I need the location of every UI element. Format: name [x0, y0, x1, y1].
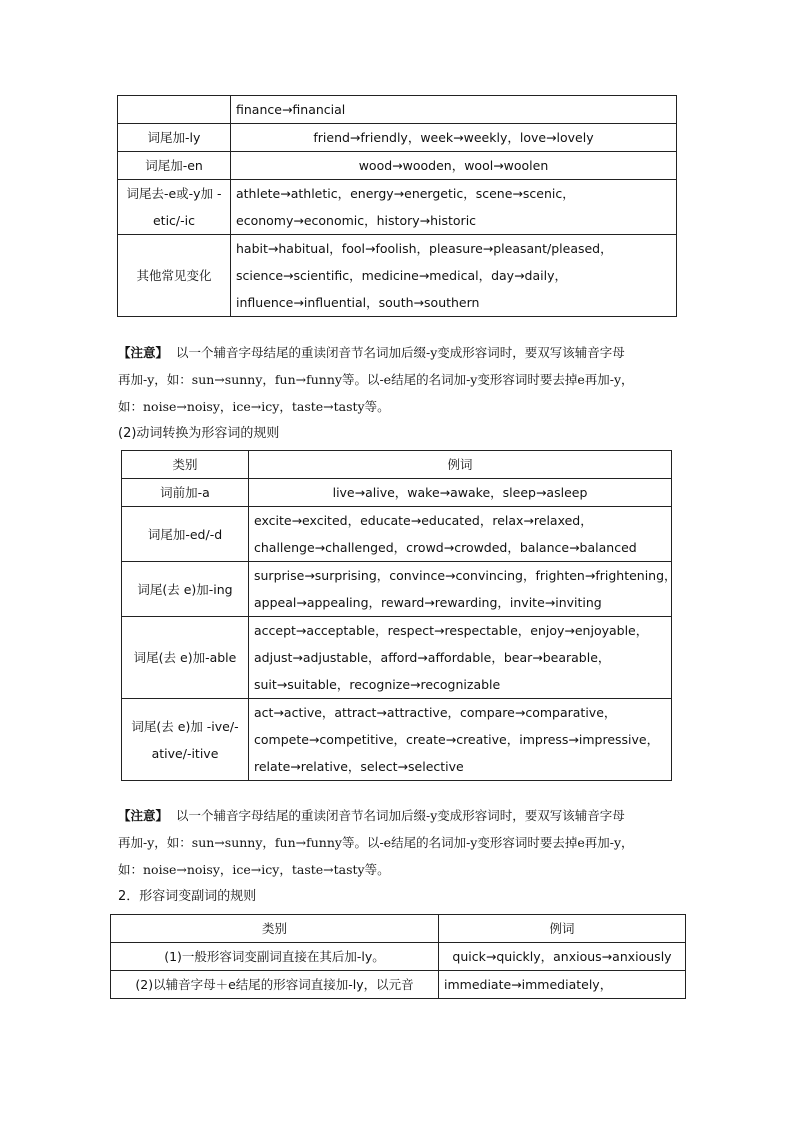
example-line: appeal→appealing，reward→rewarding，invite→inviting: [254, 595, 602, 610]
category-cell: 词尾加-en: [118, 152, 231, 180]
category-cell: 词前加-a: [122, 479, 249, 507]
examples-cell: [249, 562, 677, 617]
table-row: [111, 971, 686, 999]
table-header-row: [111, 915, 686, 943]
examples-cell: [249, 617, 672, 699]
example-line: live→alive，wake→awake，sleep→asleep: [332, 485, 588, 500]
category-cell: 词尾加-ly: [118, 124, 231, 152]
note-2: [118, 802, 678, 883]
example-line: finance→financial: [236, 102, 346, 117]
example-line: habit→habitual，fool→foolish，pleasure→pleasant/pleased，: [236, 241, 613, 256]
category-cell: 其他常见变化: [118, 235, 231, 317]
examples-cell: [231, 180, 677, 235]
note-tag: 【注意】: [118, 345, 169, 360]
examples-cell: [231, 124, 677, 152]
examples-cell: [231, 152, 677, 180]
example-line: act→active，attract→attractive，compare→comparative，: [254, 705, 617, 720]
example-line: immediate→immediately，: [444, 977, 613, 992]
verb-to-adjective-table: [121, 450, 677, 781]
examples-cell: [249, 479, 672, 507]
header-category: 类别: [122, 451, 249, 479]
table-row: [122, 699, 672, 781]
example-line: economy→economic，history→historic: [236, 213, 477, 228]
note-1: [118, 339, 678, 420]
example-line: adjust→adjustable，afford→affordable，bear→bearable，: [254, 650, 611, 665]
header-examples: 例词: [249, 451, 672, 479]
category-cell: (2)以辅音字母＋e结尾的形容词直接加-ly，以元音: [111, 971, 439, 999]
note-line: 如：noise→noisy，ice→icy，taste→tasty等。: [118, 862, 390, 877]
category-cell: (1)一般形容词变副词直接在其后加-ly。: [111, 943, 439, 971]
example-line: compete→competitive，create→creative，impress→impressive，: [254, 732, 660, 747]
table-row: [122, 562, 672, 617]
examples-cell: [249, 699, 672, 781]
note-line: 再加-y，如：sun→sunny，fun→funny等。以-e结尾的名词加-y变形容词时要去掉e再加-y，: [118, 835, 634, 850]
table-row: [118, 96, 677, 124]
example-line: surprise→surprising，convince→convincing，frighten→frightening，: [254, 568, 677, 583]
header-examples: 例词: [439, 915, 686, 943]
category-cell: 词尾(去 e)加-able: [122, 617, 249, 699]
note-tag: 【注意】: [118, 808, 169, 823]
example-line: quick→quickly，anxious→anxiously: [452, 949, 672, 964]
section-heading-verb-to-adjective: (2)动词转换为形容词的规则: [118, 426, 280, 441]
table-row: [122, 507, 672, 562]
example-line: excite→excited，educate→educated，relax→relaxed，: [254, 513, 593, 528]
example-line: suit→suitable，recognize→recognizable: [254, 677, 501, 692]
noun-to-adjective-table: [117, 95, 677, 317]
header-category: 类别: [111, 915, 439, 943]
adjective-to-adverb-table: [110, 914, 686, 999]
table-header-row: [122, 451, 672, 479]
note-line: 以一个辅音字母结尾的重读闭音节名词加后缀-y变成形容词时，要双写该辅音字母: [175, 808, 625, 823]
table-row: [122, 617, 672, 699]
table-row: [111, 943, 686, 971]
section-heading-adjective-to-adverb: 2．形容词变副词的规则: [118, 889, 257, 904]
example-line: accept→acceptable，respect→respectable，enjoy→enjoyable，: [254, 623, 649, 638]
example-line: relate→relative，select→selective: [254, 759, 464, 774]
category-cell: 词尾(去 e)加-ing: [122, 562, 249, 617]
category-cell: [118, 96, 231, 124]
table-row: [118, 180, 677, 235]
example-line: wood→wooden，wool→woolen: [358, 158, 549, 173]
example-line: athlete→athletic，energy→energetic，scene→scenic，: [236, 186, 575, 201]
example-line: influence→influential，south→southern: [236, 295, 480, 310]
example-line: challenge→challenged，crowd→crowded，balance→balanced: [254, 540, 637, 555]
table-row: [118, 152, 677, 180]
table-row: [118, 235, 677, 317]
category-cell: 词尾加-ed/-d: [122, 507, 249, 562]
note-line: 如：noise→noisy，ice→icy，taste→tasty等。: [118, 399, 390, 414]
examples-cell: [231, 235, 677, 317]
example-line: friend→friendly，week→weekly，love→lovely: [313, 130, 594, 145]
note-line: 以一个辅音字母结尾的重读闭音节名词加后缀-y变成形容词时，要双写该辅音字母: [175, 345, 625, 360]
table-row: [122, 479, 672, 507]
category-cell: 词尾去-e或-y加 -etic/-ic: [118, 180, 231, 235]
table-row: [118, 124, 677, 152]
category-cell: 词尾(去 e)加 -ive/-ative/-itive: [122, 699, 249, 781]
examples-cell: [439, 943, 686, 971]
example-line: science→scientific，medicine→medical，day→daily，: [236, 268, 567, 283]
examples-cell: [231, 96, 677, 124]
note-line: 再加-y，如：sun→sunny，fun→funny等。以-e结尾的名词加-y变形容词时要去掉e再加-y，: [118, 372, 634, 387]
examples-cell: [439, 971, 686, 999]
examples-cell: [249, 507, 672, 562]
